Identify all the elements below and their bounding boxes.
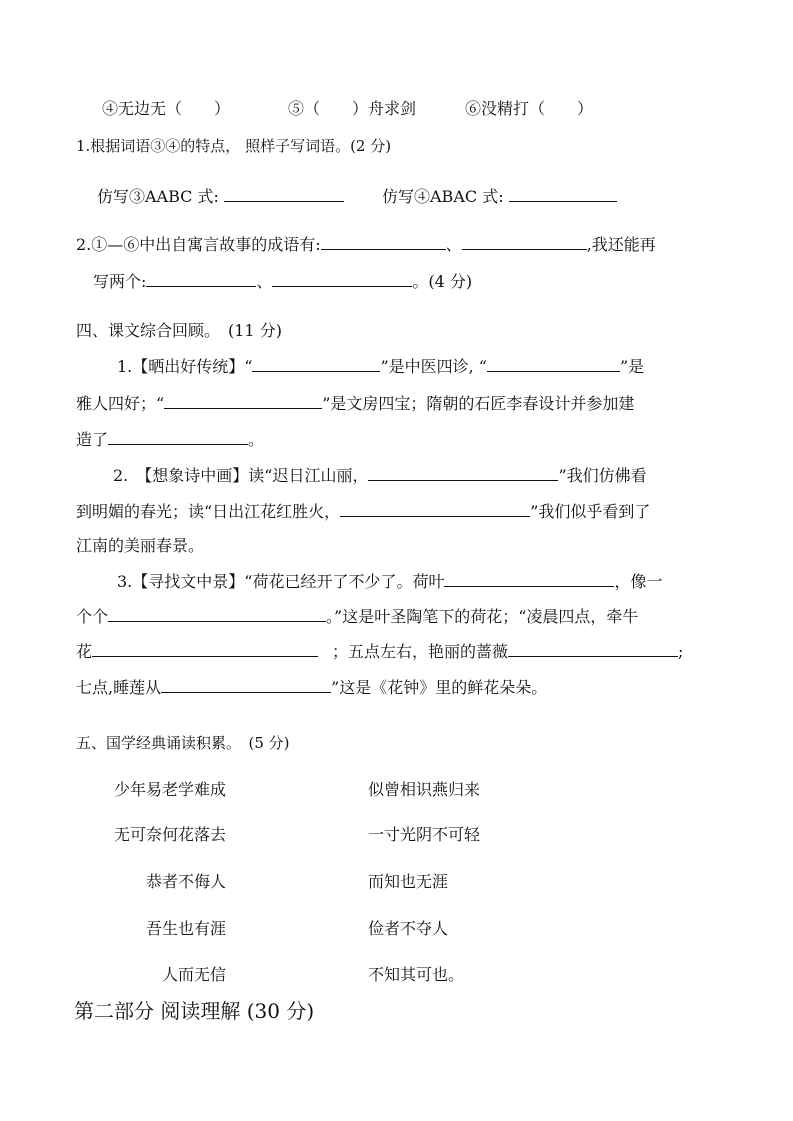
part-2-title: 第二部分 阅读理解 (30 分) xyxy=(74,999,315,1023)
classic-left-line: 少年易老学难成 xyxy=(113,780,226,799)
q1-fill-a: 仿写③AABC 式: xyxy=(97,185,344,208)
s4-item1-line1: 1.【晒出好传统】“ ”是中医四诊, “ ”是 xyxy=(117,357,645,376)
answer-blank[interactable] xyxy=(252,355,380,372)
classic-left-line: 人而无信 xyxy=(161,965,226,984)
answer-blank[interactable] xyxy=(224,185,344,202)
answer-blank[interactable] xyxy=(108,605,326,622)
classic-right-line: 俭者不夺人 xyxy=(368,919,449,938)
answer-blank[interactable] xyxy=(321,233,446,250)
answer-blank[interactable] xyxy=(146,270,256,287)
question-1: 1.根据词语③④的特点， 照样子写词语。(2 分) xyxy=(76,137,392,155)
answer-blank[interactable] xyxy=(340,500,530,517)
question-2-line2: 写两个: 、 。(4 分) xyxy=(93,272,473,291)
s4-item1-line2: 雅人四好；“ ”是文房四宝；隋朝的石匠李春设计并参加建 xyxy=(76,394,635,413)
idiom-item-4: ④无边无（ ） xyxy=(102,99,231,118)
answer-blank[interactable] xyxy=(509,185,617,202)
idiom-row xyxy=(288,98,416,120)
classic-right-line: 不知其可也。 xyxy=(368,965,465,984)
idiom-item-5: ⑤（ ）舟求剑 xyxy=(288,99,417,118)
answer-blank[interactable] xyxy=(164,392,322,409)
answer-blank[interactable] xyxy=(462,233,587,250)
section-5-title: 五、国学经典诵读积累。 (5 分) xyxy=(76,734,290,752)
classic-left-line: 无可奈何花落去 xyxy=(113,825,226,844)
s4-item3-line1: 3.【寻找文中景】“荷花已经开了不少了。荷叶 ，像一 xyxy=(117,572,663,591)
classic-right-line: 似曾相识燕归来 xyxy=(368,780,481,799)
answer-blank[interactable] xyxy=(444,570,614,587)
answer-blank[interactable] xyxy=(487,355,620,372)
answer-blank[interactable] xyxy=(161,676,331,693)
s4-item1-line3: 造了 。 xyxy=(76,430,265,449)
classic-right-line: 而知也无涯 xyxy=(368,872,449,891)
idiom-row xyxy=(102,98,230,120)
answer-blank[interactable] xyxy=(108,428,248,445)
answer-blank[interactable] xyxy=(508,640,678,657)
answer-blank[interactable] xyxy=(368,464,558,481)
s4-item2-line1: 2. 【想象诗中画】读“迟日江山丽， ”我们仿佛看 xyxy=(113,466,647,485)
s4-item3-line2: 个个 。”这是叶圣陶笔下的荷花；“凌晨四点，牵牛 xyxy=(76,607,639,626)
idiom-item-6: ⑥没精打（ ） xyxy=(465,99,594,118)
question-2-line1: 2.①—⑥中出自寓言故事的成语有: 、 ,我还能再 xyxy=(76,235,656,254)
answer-blank[interactable] xyxy=(272,270,412,287)
s4-item2-line3: 江南的美丽春景。 xyxy=(76,536,205,555)
s4-item3-line3: 花 ；五点左右，艳丽的蔷薇 ; xyxy=(76,642,684,661)
s4-item3-line4: 七点,睡莲从 ”这是《花钟》里的鲜花朵朵。 xyxy=(76,678,548,697)
q1-fill-b: 仿写④ABAC 式: xyxy=(382,185,617,208)
answer-blank[interactable] xyxy=(92,640,318,657)
classic-right-line: 一寸光阴不可轻 xyxy=(368,825,481,844)
classic-left-line: 吾生也有涯 xyxy=(145,919,226,938)
section-4-title: 四、课文综合回顾。 (11 分) xyxy=(76,321,282,340)
idiom-row xyxy=(465,98,593,120)
classic-left-line: 恭者不侮人 xyxy=(145,872,226,891)
s4-item2-line2: 到明媚的春光；读“日出江花红胜火， ”我们似乎看到了 xyxy=(76,502,651,521)
